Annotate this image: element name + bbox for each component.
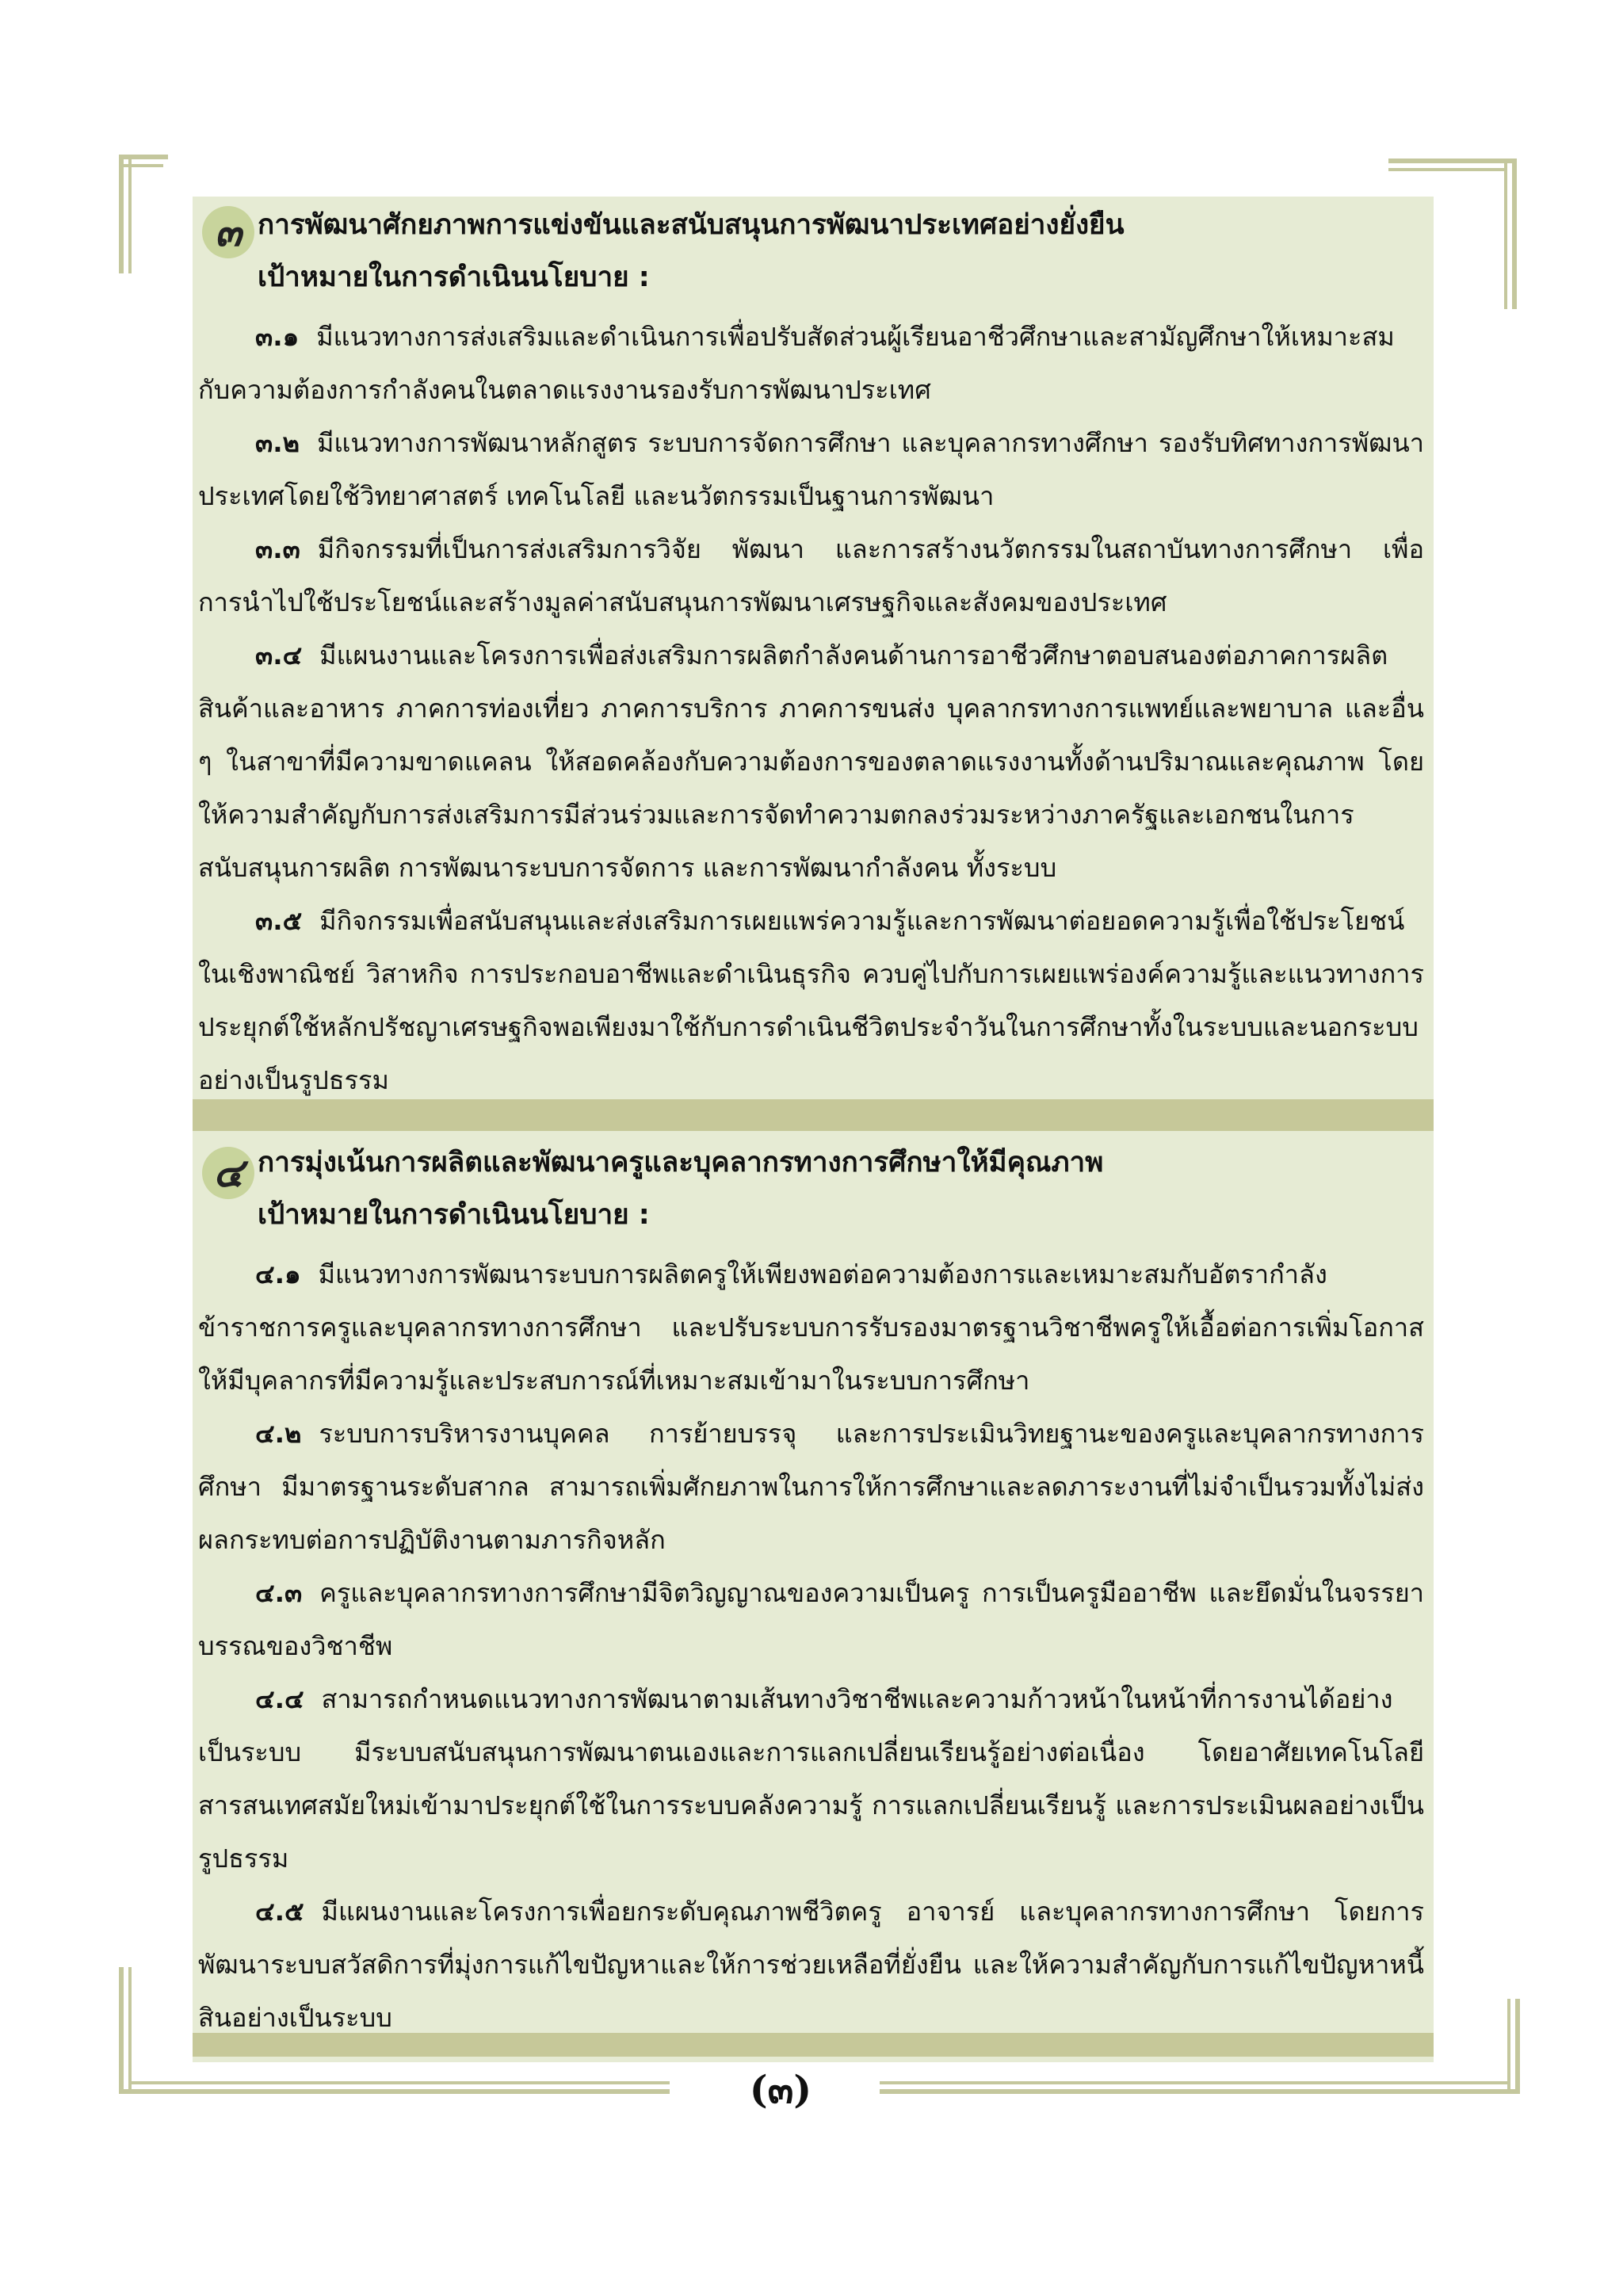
target-heading: เป้าหมายในการดำเนินนโยบาย : [258,1199,650,1231]
goal-number: ๓.๔ [255,640,303,670]
goal-item [198,895,1424,1107]
goal-item [198,629,1424,895]
goal-number: ๔.๒ [255,1419,302,1449]
goal-text: มีกิจกรรมเพื่อสนับสนุนและส่งเสริมการเผยแพร่ความรู้และการพัฒนาต่อยอดความรู้เพื่อใช้ประโยชน์ในเชิงพาณิชย์ วิสาหกิจ การประกอบอาชีพและดำเนินธุรกิจ ควบคู่ไปกับการเผยแพร่องค์ความรู้และแนวทางการประยุกต์ใช้หลักปรัชญาเศรษฐกิจพอเพียงมาใช้กับการดำเนินชีวิตประจำวันในการศึกษาทั้งในระบบและนอกระบบอย่างเป็นรูปธรรม [198,906,1424,1095]
goal-item [198,523,1424,629]
goal-number: ๔.๔ [255,1684,304,1714]
target-heading: เป้าหมายในการดำเนินนโยบาย : [258,262,650,293]
section-title: การพัฒนาศักยภาพการแข่งขันและสนับสนุนการพัฒนาประเทศอย่างยั่งยืน [258,209,1125,241]
section-body [198,1248,1424,2045]
section-number-badge: ๔ [202,1147,254,1199]
goal-text: มีแนวทางการพัฒนาระบบการผลิตครูให้เพียงพอต่อความต้องการและเหมาะสมกับอัตรากำลังข้าราชการครูและบุคลากรทางการศึกษา และปรับระบบการรับรองมาตรฐานวิชาชีพครูให้เอื้อต่อการเพิ่มโอกาสให้มีบุคลากรที่มีความรู้และประสบการณ์ที่เหมาะสมเข้ามาในระบบการศึกษา [198,1259,1424,1396]
goal-item [198,417,1424,523]
section-number-badge: ๓ [202,206,254,258]
section-divider-bar [193,1099,1434,1131]
goal-text: มีกิจกรรมที่เป็นการส่งเสริมการวิจัย พัฒนา และการสร้างนวัตกรรมในสถาบันทางการศึกษา เพื่อการนำไปใช้ประโยชน์และสร้างมูลค่าสนับสนุนการพัฒนาเศรษฐกิจและสังคมของประเทศ [198,534,1424,617]
goal-text: มีแผนงานและโครงการเพื่อยกระดับคุณภาพชีวิตครู อาจารย์ และบุคลากรทางการศึกษา โดยการพัฒนาระบบสวัสดิการที่มุ่งการแก้ไขปัญหาและให้การช่วยเหลือที่ยั่งยืน และให้ความสำคัญกับการแก้ไขปัญหาหนี้สินอย่างเป็นระบบ [198,1897,1424,2033]
section-body [198,311,1424,1107]
section-panel-3 [193,197,1434,1131]
goal-text: มีแผนงานและโครงการเพื่อส่งเสริมการผลิตกำลังคนด้านการอาชีวศึกษาตอบสนองต่อภาคการผลิตสินค้าและอาหาร ภาคการท่องเที่ยว ภาคการบริการ ภาคการขนส่ง บุคลากรทางการแพทย์และพยาบาล และอื่น ๆ ในสาขาที่มีความขาดแคลน ให้สอดคล้องกับความต้องการของตลาดแรงงานทั้งด้านปริมาณและคุณภาพ โดยให้ความสำคัญกับการส่งเสริมการมีส่วนร่วมและการจัดทำความตกลงร่วมระหว่างภาครัฐและเอกชนในการสนับสนุนการผลิต การพัฒนาระบบการจัดการ และการพัฒนากำลังคน ทั้งระบบ [198,640,1424,883]
goal-item [198,1673,1424,1885]
goal-number: ๔.๑ [255,1259,301,1289]
goal-item [198,1567,1424,1673]
goal-text: มีแนวทางการพัฒนาหลักสูตร ระบบการจัดการศึกษา และบุคลากรทางศึกษา รองรับทิศทางการพัฒนาประเทศโดยใช้วิทยาศาสตร์ เทคโนโลยี และนวัตกรรมเป็นฐานการพัฒนา [198,428,1424,511]
section-title: การมุ่งเน้นการผลิตและพัฒนาครูและบุคลากรทางการศึกษาให้มีคุณภาพ [258,1147,1104,1179]
goal-number: ๔.๓ [255,1578,303,1608]
frame-corner-top-left [119,155,166,273]
goal-item [198,1408,1424,1567]
goal-text: มีแนวทางการส่งเสริมและดำเนินการเพื่อปรับสัดส่วนผู้เรียนอาชีวศึกษาและสามัญศึกษาให้เหมาะสมกับความต้องการกำลังคนในตลาดแรงงานรองรับการพัฒนาประเทศ [198,322,1395,405]
goal-text: สามารถกำหนดแนวทางการพัฒนาตามเส้นทางวิชาชีพและความก้าวหน้าในหน้าที่การงานได้อย่างเป็นระบบ มีระบบสนับสนุนการพัฒนาตนเองและการแลกเปลี่ยนเรียนรู้อย่างต่อเนื่อง โดยอาศัยเทคโนโลยีสารสนเทศสมัยใหม่เข้ามาประยุกต์ใช้ในการระบบคลังความรู้ การแลกเปลี่ยนเรียนรู้ และการประเมินผลอย่างเป็นรูปธรรม [198,1684,1424,1874]
goal-number: ๓.๒ [255,428,300,458]
goal-number: ๓.๑ [255,322,300,352]
goal-number: ๓.๕ [255,906,303,936]
goal-text: ระบบการบริหารงานบุคคล การย้ายบรรจุ และการประเมินวิทยฐานะของครูและบุคลากรทางการศึกษา มีมาตรฐานระดับสากล สามารถเพิ่มศักยภาพในการให้การศึกษาและลดภาระงานที่ไม่จำเป็นรวมทั้งไม่ส่งผลกระทบต่อการปฏิบัติงานตามภารกิจหลัก [198,1419,1424,1555]
goal-item [198,1885,1424,2045]
section-divider-bar [193,2033,1434,2057]
goal-number: ๓.๓ [255,534,300,564]
section-panel-4 [193,1131,1434,2062]
goal-item [198,1248,1424,1408]
goal-number: ๔.๕ [255,1897,304,1927]
page-number: (๓) [749,2068,812,2112]
goal-text: ครูและบุคลากรทางการศึกษามีจิตวิญญาณของความเป็นครู การเป็นครูมืออาชีพ และยึดมั่นในจรรยาบรรณของวิชาชีพ [198,1578,1424,1661]
goal-item [198,311,1424,417]
